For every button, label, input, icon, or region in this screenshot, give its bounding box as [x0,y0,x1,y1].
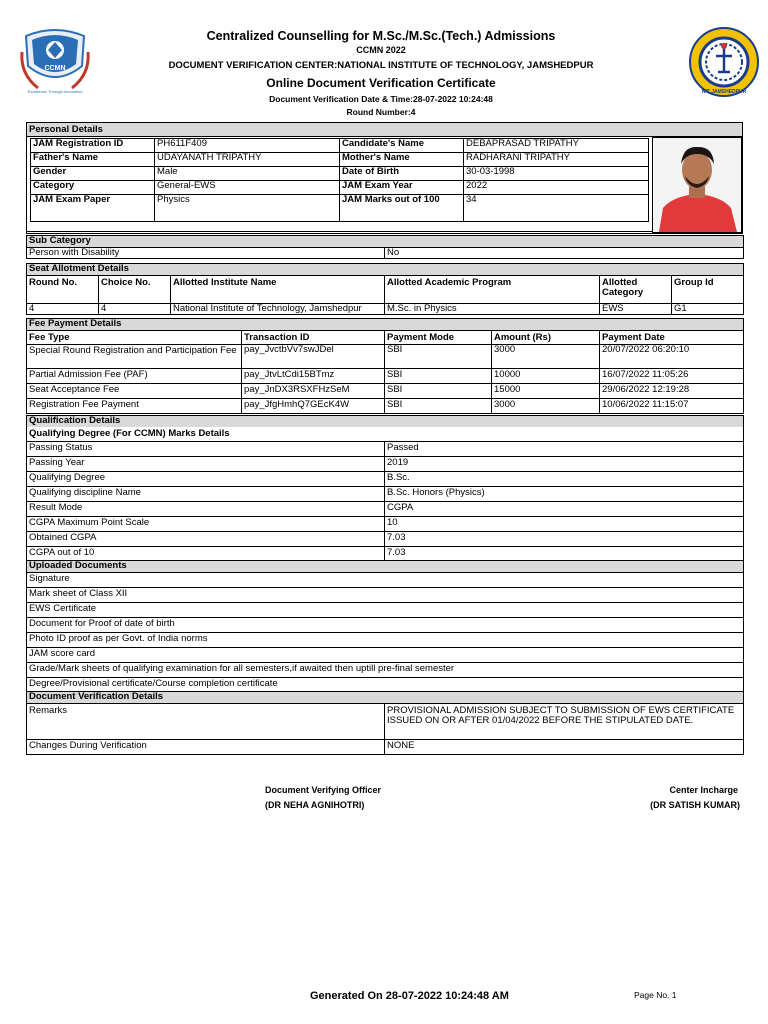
table-cell: pay_JfgHmhQ7GEcK4W [242,398,385,413]
table-cell: 4 [27,303,99,315]
document-item: Degree/Provisional certificate/Course completion certificate [27,677,744,692]
field-label: JAM Exam Paper [31,195,155,222]
field-label: CGPA Maximum Point Scale [27,516,385,531]
table-cell: SBI [385,383,492,398]
qualification-heading: Qualification Details [27,416,744,427]
table-cell: National Institute of Technology, Jamshedpur [171,303,385,315]
table-cell: SBI [385,398,492,413]
field-value: Passed [385,441,744,456]
sub-category-table [26,235,744,259]
table-row [27,516,744,531]
field-value: 30-03-1998 [464,167,649,181]
nit-logo-text: NIT JAMSHEDPUR [701,89,747,95]
column-header: Transaction ID [242,330,385,344]
generated-timestamp: Generated On 28-07-2022 10:24:48 AM [310,990,509,1002]
document-item: JAM score card [27,647,744,662]
verification-details-table [26,691,744,755]
table-cell: SBI [385,344,492,368]
field-label: Obtained CGPA [27,531,385,546]
field-value: B.Sc. [385,471,744,486]
page-title: Centralized Counselling for M.Sc./M.Sc.(Tech.) Admissions [206,29,556,43]
table-cell: 3000 [492,344,600,368]
column-header: Group Id [672,275,744,303]
table-cell: 16/07/2022 11:05:26 [600,368,744,383]
field-label: JAM Exam Year [340,181,464,195]
table-cell: 10/06/2022 11:15:07 [600,398,744,413]
field-label: Mother's Name [340,153,464,167]
field-label: Result Mode [27,501,385,516]
table-cell: M.Sc. in Physics [385,303,600,315]
column-header: Round No. [27,275,99,303]
candidate-photo [652,137,742,233]
personal-details-table [30,138,649,222]
table-row [27,471,744,486]
document-item: Signature [27,572,744,587]
table-row [31,181,649,195]
table-cell: 20/07/2022 06:20:10 [600,344,744,368]
field-label: Father's Name [31,153,155,167]
table-row [27,531,744,546]
document-item: Grade/Mark sheets of qualifying examination for all semesters,if awaited then uptill pre-final semester [27,662,744,677]
table-header-row [27,275,744,303]
table-cell: pay_JtvLtCdi15BTmz [242,368,385,383]
table-row [27,486,744,501]
field-value: 7.03 [385,531,744,546]
table-cell: EWS [600,303,672,315]
field-value: UDAYANATH TRIPATHY [155,153,340,167]
field-label: JAM Marks out of 100 [340,195,464,222]
field-value: No [385,247,744,259]
verification-datetime: Document Verification Date & Time:28-07-2022 10:24:48 [269,94,493,104]
table-row [31,139,649,153]
list-item [27,662,744,677]
column-header: Amount (Rs) [492,330,600,344]
field-label: Passing Status [27,441,385,456]
table-row [27,383,744,398]
officer-title: Document Verifying Officer [265,785,382,795]
table-row [31,195,649,222]
field-value: RADHARANI TRIPATHY [464,153,649,167]
field-value: Physics [155,195,340,222]
table-cell: Partial Admission Fee (PAF) [27,368,242,383]
column-header: Payment Mode [385,330,492,344]
field-value: CGPA [385,501,744,516]
incharge-name: (DR SATISH KUMAR) [650,800,740,810]
table-cell: Special Round Registration and Participation Fee [27,344,242,368]
field-value: Male [155,167,340,181]
table-row [27,303,744,315]
table-row [27,398,744,413]
fee-payment-heading: Fee Payment Details [27,319,744,331]
nit-jamshedpur-logo [688,26,760,98]
table-cell: 15000 [492,383,600,398]
column-header: Fee Type [27,330,242,344]
table-cell: 10000 [492,368,600,383]
table-cell: Seat Acceptance Fee [27,383,242,398]
sub-category-heading: Sub Category [27,236,744,248]
field-value: 7.03 [385,546,744,561]
field-value: 34 [464,195,649,222]
fee-payment-table [26,318,744,414]
field-label: Changes During Verification [27,739,385,754]
field-value: 2019 [385,456,744,471]
list-item [27,632,744,647]
table-row [27,441,744,456]
verification-details-heading: Document Verification Details [27,692,744,704]
table-row [27,456,744,471]
uploaded-documents-table [26,560,744,693]
column-header: Allotted Institute Name [171,275,385,303]
table-row [27,546,744,561]
seat-allotment-heading: Seat Allotment Details [27,264,744,276]
field-label: Qualifying discipline Name [27,486,385,501]
table-row [31,167,649,181]
round-number: Round Number:4 [346,107,416,117]
field-value: B.Sc. Honors (Physics) [385,486,744,501]
seat-allotment-table [26,263,744,315]
page-number: Page No. 1 [634,990,677,1000]
field-label: Date of Birth [340,167,464,181]
qualification-table [26,415,744,562]
field-label: CGPA out of 10 [27,546,385,561]
table-row [27,247,744,259]
certificate-title: Online Document Verification Certificate [266,76,496,90]
field-value: DEBAPRASAD TRIPATHY [464,139,649,153]
field-label: JAM Registration ID [31,139,155,153]
table-row [27,703,744,739]
table-cell: pay_JnDX3RSXFHzSeM [242,383,385,398]
field-value: General-EWS [155,181,340,195]
table-cell: 29/06/2022 12:19:28 [600,383,744,398]
field-value: 2022 [464,181,649,195]
document-item: Document for Proof of date of birth [27,617,744,632]
list-item [27,677,744,692]
field-value: PH611F409 [155,139,340,153]
table-cell: 3000 [492,398,600,413]
ccmn-logo-text: CCMN [44,65,66,72]
table-cell: pay_JvctbVv7swJDel [242,344,385,368]
list-item [27,572,744,587]
table-row [27,344,744,368]
table-row [31,153,649,167]
uploaded-documents-heading: Uploaded Documents [27,561,744,573]
field-label: Gender [31,167,155,181]
table-header-row [27,330,744,344]
personal-details-heading: Personal Details [27,123,742,137]
remarks-value: PROVISIONAL ADMISSION SUBJECT TO SUBMISSION OF EWS CERTIFICATE ISSUED ON OR AFTER 01/04/2022 BEFORE THE STIPULATED DATE. [385,703,744,739]
field-value: NONE [385,739,744,754]
list-item [27,617,744,632]
field-label: Category [31,181,155,195]
candidate-photo-image [653,138,741,232]
document-item: EWS Certificate [27,602,744,617]
verification-center: DOCUMENT VERIFICATION CENTER:NATIONAL INSTITUTE OF TECHNOLOGY, JAMSHEDPUR [168,60,594,71]
table-cell: G1 [672,303,744,315]
list-item [27,647,744,662]
field-label: Person with Disability [27,247,385,259]
document-item: Photo ID proof as per Govt. of India norms [27,632,744,647]
table-row [27,368,744,383]
page-subtitle: CCMN 2022 [356,45,406,55]
field-label: Candidate's Name [340,139,464,153]
list-item [27,587,744,602]
column-header: Payment Date [600,330,744,344]
ccmn-logo-tagline: Excellence Through Innovation [27,89,83,94]
field-label: Passing Year [27,456,385,471]
table-cell: SBI [385,368,492,383]
field-label: Remarks [27,703,385,739]
list-item [27,602,744,617]
qualifying-degree-subheading: Qualifying Degree (For CCMN) Marks Details [27,427,744,442]
column-header: Choice No. [99,275,171,303]
field-value: 10 [385,516,744,531]
column-header: Allotted Category [600,275,672,303]
table-cell: Registration Fee Payment [27,398,242,413]
document-item: Mark sheet of Class XII [27,587,744,602]
field-label: Qualifying Degree [27,471,385,486]
incharge-title: Center Incharge [669,785,738,795]
column-header: Allotted Academic Program [385,275,600,303]
table-row [27,501,744,516]
table-cell: 4 [99,303,171,315]
table-row [27,739,744,754]
officer-name: (DR NEHA AGNIHOTRI) [265,800,365,810]
ccmn-logo [18,22,92,96]
